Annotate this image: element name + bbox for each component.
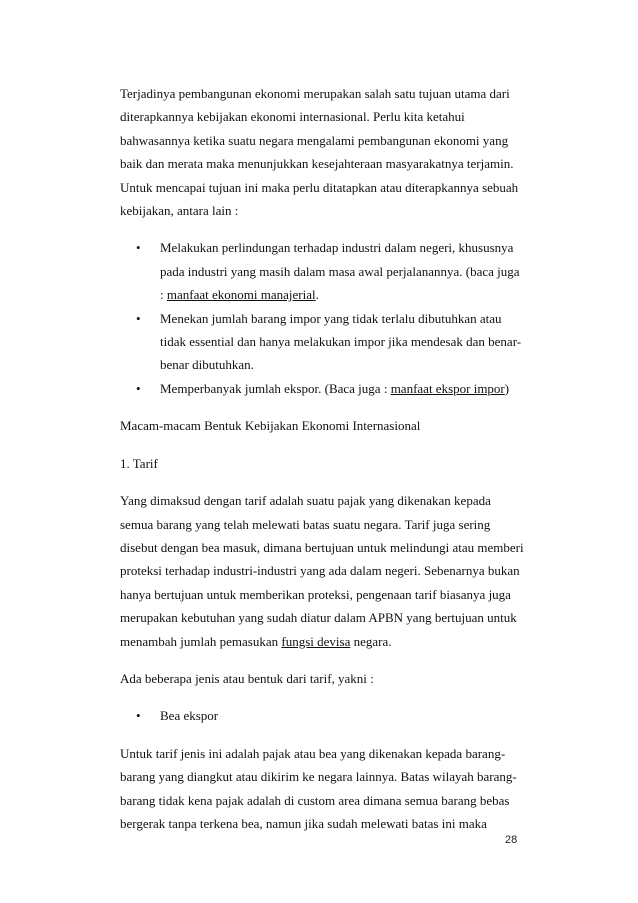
link-fungsi-devisa[interactable]: fungsi devisa <box>281 633 351 649</box>
intro-paragraph: Terjadinya pembangunan ekonomi merupakan salah satu tujuan utama dari diterapkannya kebijakan ekonomi internasional. Perlu kita ketahui bahwasannya ketika suatu negara mengalami pembangunan ekonomi yang baik dan merata maka menunjukkan kesejahteraan masyarakatnya terjamin. Untuk mencapai tujuan ini maka perlu ditatapkan atau diterapkannya sebuah kebijakan, antara lain : <box>120 86 519 219</box>
tarif-paragraph <box>120 489 525 653</box>
list-item-text: Melakukan perlindungan terhadap industri dalam negeri, khususnya pada industri yang masih dalam masa awal perjalanannya. (baca juga : <box>160 240 520 303</box>
link-manfaat-ekonomi-manajerial[interactable]: manfaat ekonomi manajerial <box>166 287 316 303</box>
link-manfaat-ekspor-impor[interactable]: manfaat ekspor impor <box>390 380 505 396</box>
page-content <box>120 82 525 835</box>
ekspor-paragraph: Untuk tarif jenis ini adalah pajak atau bea yang dikenakan kepada barang-barang yang diangkut atau dikirim ke negara lainnya. Batas wilayah barang-barang tidak kena pajak adalah di custom area dimana semua barang bebas bergerak tanpa terkena bea, namun jika sudah melewati batas ini maka <box>120 745 517 831</box>
list-item-text-end: ) <box>504 380 510 396</box>
tarif-heading: 1. Tarif <box>120 455 158 471</box>
list-item-text: Menekan jumlah barang impor yang tidak terlalu dibutuhkan atau tidak essential dan hanya melakukan impor jika mendesak dan benar-benar dibutuhkan. <box>160 310 522 373</box>
list-item-text: Bea ekspor <box>160 708 219 724</box>
page-number: 28 <box>505 834 518 846</box>
list-item <box>120 377 525 400</box>
policy-list <box>120 236 525 400</box>
bullet-icon: • <box>136 240 141 256</box>
bullet-icon: • <box>136 708 141 724</box>
list-item-text-end: . <box>315 287 319 303</box>
list-item <box>120 704 525 727</box>
tarif-text-end: negara. <box>350 633 392 649</box>
list-item-text: Memperbanyak jumlah ekspor. (Baca juga : <box>160 380 391 396</box>
list-item <box>120 236 525 306</box>
bullet-icon: • <box>136 310 141 326</box>
bullet-icon: • <box>136 380 141 396</box>
section-title: Macam-macam Bentuk Kebijakan Ekonomi Internasional <box>120 418 421 434</box>
list-item <box>120 307 525 377</box>
jenis-tarif-intro: Ada beberapa jenis atau bentuk dari tarif, yakni : <box>120 670 374 686</box>
tarif-text: Yang dimaksud dengan tarif adalah suatu pajak yang dikenakan kepada semua barang yang telah melewati batas suatu negara. Tarif juga sering disebut dengan bea masuk, dimana bertujuan untuk melindungi atau memberi proteksi terhadap industri-industri yang ada dalam negeri. Sebenarnya bukan hanya bertujuan untuk memberikan proteksi, pengenaan tarif biasanya juga merupakan kebutuhan yang sudah diatur dalam APBN yang bertujuan untuk menambah jumlah pemasukan <box>120 493 524 649</box>
tarif-types-list <box>120 704 525 727</box>
